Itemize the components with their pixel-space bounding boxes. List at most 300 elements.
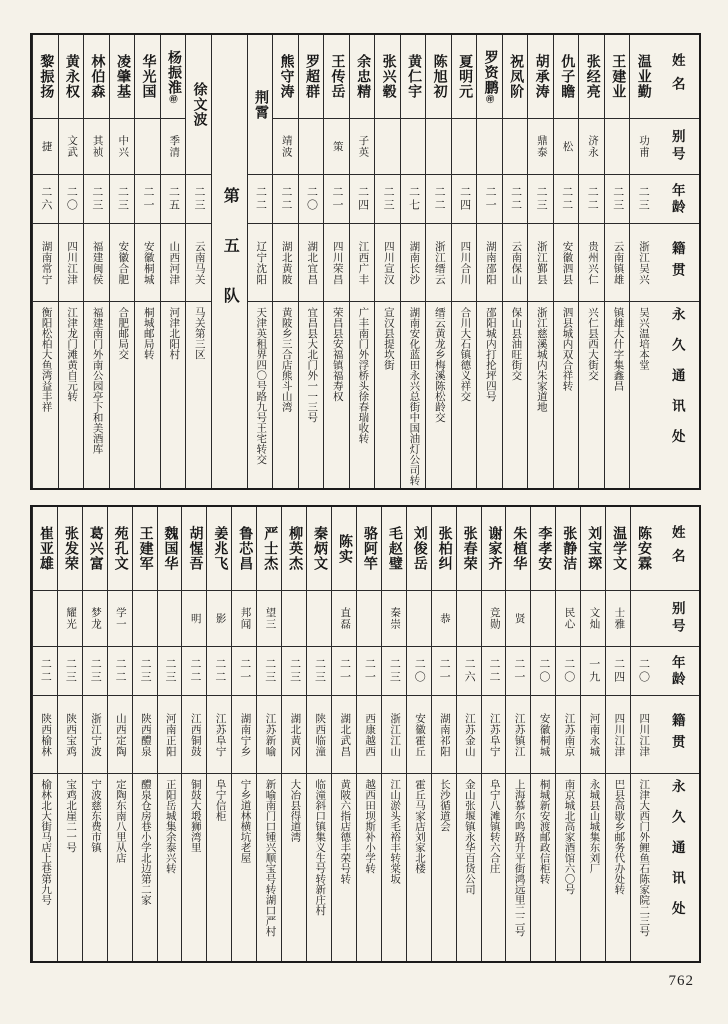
member-native-place	[556, 696, 580, 774]
member-alias	[407, 591, 431, 647]
member-age	[324, 175, 349, 224]
member-alias	[257, 591, 281, 647]
member-age	[503, 175, 528, 224]
member-native-place-text: 安徽合肥	[117, 240, 129, 285]
member-native-place	[477, 224, 502, 302]
member-age	[158, 647, 182, 696]
member-age-text: 二一	[363, 658, 376, 684]
member-age-text: 二二	[280, 186, 293, 212]
member-native-place-text: 福建闽侯	[91, 240, 103, 285]
member-age-text: 二一	[512, 658, 525, 684]
member-alias	[531, 591, 555, 647]
member-column	[476, 35, 502, 488]
member-address-text: 正阳岳城集余泰兴转	[164, 779, 176, 874]
member-native-place	[299, 224, 324, 302]
member-age-text: 二一	[331, 186, 344, 212]
member-native-place-text: 江西铜鼓	[189, 712, 201, 757]
member-name-text: 罗资鹏㊞	[482, 50, 498, 103]
member-name-text: 林伯森	[89, 54, 105, 99]
member-name-text: 杨振淮㊞	[165, 50, 181, 103]
member-native-place	[161, 224, 186, 302]
member-native-place-text: 四川江津	[613, 712, 625, 757]
member-age-text: 二二	[509, 186, 522, 212]
member-native-place-text: 湖南宁乡	[239, 712, 251, 757]
member-alias	[133, 591, 157, 647]
member-age-text: 二二	[114, 658, 127, 684]
member-alias	[182, 591, 206, 647]
member-address-text: 桐城新安渡邮政信柜转	[538, 779, 550, 884]
member-alias	[631, 591, 655, 647]
member-address-text: 衡阳松柏大鱼湾益丰祥	[40, 307, 52, 412]
member-address-text: 泗县城内双合祥转	[561, 307, 573, 391]
member-native-place	[186, 224, 211, 302]
member-address-text: 邵阳城内打抡坪四号	[484, 307, 496, 402]
member-address-text: 宣汉县提坎街	[382, 307, 394, 370]
member-address-text: 缙云黄龙乡梅溪陈松龄交	[433, 307, 445, 423]
member-age-text: 二四	[612, 658, 625, 684]
member-alias-text: 耀光	[65, 607, 77, 630]
member-age	[307, 647, 331, 696]
member-name-text: 祝凤阶	[508, 54, 524, 99]
member-address-text: 江津大西门外鲤鱼石陈家院二三号	[638, 779, 650, 937]
member-column	[231, 507, 256, 961]
header-native-label: 籍贯	[669, 713, 685, 756]
member-address-text: 大冶县得道湾	[289, 779, 301, 842]
member-native-place	[375, 224, 400, 302]
member-native-place-text: 湖北黄冈	[289, 712, 301, 757]
member-name	[630, 35, 655, 119]
member-name-text: 温业勤	[635, 54, 651, 99]
member-native-place-text: 江苏南京	[563, 712, 575, 757]
member-address-text: 吴兴温培本堂	[637, 307, 649, 370]
member-age-text: 二三	[139, 658, 152, 684]
member-name	[58, 507, 82, 591]
member-age	[357, 647, 381, 696]
member-name-text: 黄永权	[63, 54, 79, 99]
member-age	[482, 647, 506, 696]
member-age-text: 二三	[192, 186, 205, 212]
member-name	[382, 507, 406, 591]
member-address	[186, 302, 211, 488]
member-name	[33, 35, 58, 119]
member-age-text: 二五	[167, 186, 180, 212]
member-address-text: 铜鼓大塅狮湾里	[189, 779, 201, 853]
member-native-place-text: 陕西醴泉	[139, 712, 151, 757]
member-alias-text: 恭	[438, 612, 450, 625]
member-column	[107, 507, 132, 961]
member-alias-text: 邦闻	[239, 607, 251, 630]
member-age	[182, 647, 206, 696]
member-age	[432, 647, 456, 696]
member-native-place-text: 江西广丰	[357, 240, 369, 285]
page-number: 762	[668, 973, 694, 989]
header-alias-label: 别号	[669, 601, 685, 636]
member-address-text: 湖南安化蓝田永兴总街中国油灯公司转	[408, 307, 420, 486]
member-age	[630, 175, 655, 224]
member-address	[605, 302, 630, 488]
member-address-text: 黄陂六指店德丰荣号转	[339, 779, 351, 884]
member-alias-text: 子英	[357, 135, 369, 158]
header-address-label: 永久通讯处	[669, 307, 685, 460]
member-column	[32, 35, 58, 488]
member-alias	[457, 591, 481, 647]
member-name-text: 毛赵璧	[386, 526, 402, 571]
member-name	[83, 507, 107, 591]
member-age	[350, 175, 375, 224]
member-address-text: 马关第三区	[193, 307, 205, 360]
member-age-text: 二一	[238, 658, 251, 684]
member-alias-text: 松	[561, 140, 573, 153]
member-native-place	[350, 224, 375, 302]
member-age	[605, 175, 630, 224]
member-native-place-text: 安徽桐城	[142, 240, 154, 285]
member-name	[482, 507, 506, 591]
member-age-text: 二〇	[637, 658, 650, 684]
team-separator-label: 第五队	[221, 186, 239, 337]
team-separator-column	[211, 35, 247, 488]
member-age	[556, 647, 580, 696]
member-address	[506, 774, 530, 961]
member-name-text: 罗超群	[304, 54, 320, 99]
member-native-place-text: 四川江津	[66, 240, 78, 285]
member-alias	[324, 119, 349, 175]
member-native-place	[332, 696, 356, 774]
member-native-place	[232, 696, 256, 774]
member-name	[257, 507, 281, 591]
member-native-place-text: 河南永城	[588, 712, 600, 757]
member-alias	[426, 119, 451, 175]
member-native-place	[257, 696, 281, 774]
member-name-text: 刘宝琛	[586, 526, 602, 571]
member-age-text: 二三	[535, 186, 548, 212]
member-name	[33, 507, 57, 591]
member-name	[579, 35, 604, 119]
member-alias	[83, 591, 107, 647]
member-name-text: 胡承涛	[533, 54, 549, 99]
member-age	[282, 647, 306, 696]
member-column	[605, 507, 630, 961]
member-address	[357, 774, 381, 961]
member-age	[299, 175, 324, 224]
member-name-text: 张静洁	[561, 526, 577, 571]
member-address-text: 南京城北高家酒馆六〇号	[563, 779, 575, 895]
member-age-text: 二三	[382, 186, 395, 212]
member-column	[323, 35, 349, 488]
member-column	[298, 35, 324, 488]
member-address	[332, 774, 356, 961]
member-name-text: 严士杰	[262, 526, 278, 571]
member-column	[425, 35, 451, 488]
member-column	[374, 35, 400, 488]
header-age-label: 年龄	[669, 654, 685, 688]
member-age	[108, 647, 132, 696]
member-name	[299, 35, 324, 119]
member-age	[457, 647, 481, 696]
member-alias-text: 秦崇	[389, 607, 401, 630]
member-column	[58, 35, 84, 488]
member-address-text: 长沙循道会	[438, 779, 450, 832]
member-address	[401, 302, 426, 488]
member-native-place-text: 云南马关	[193, 240, 205, 285]
member-alias	[375, 119, 400, 175]
member-age-text: 二二	[39, 658, 52, 684]
member-column	[272, 35, 298, 488]
member-alias-text: 济永	[586, 135, 598, 158]
member-name-text: 柳英杰	[287, 526, 303, 571]
member-alias	[382, 591, 406, 647]
member-native-place-text: 浙江宁波	[90, 712, 101, 757]
member-alias	[273, 119, 298, 175]
member-address-text: 保山县油旺街交	[510, 307, 522, 381]
member-address-text: 兴仁县西大街交	[586, 307, 598, 381]
roster-table-bottom	[30, 505, 701, 963]
member-alias	[606, 591, 630, 647]
member-address-text: 浙江慈溪城内朱家道地	[535, 307, 547, 412]
member-address	[382, 774, 406, 961]
member-age-text: 二二	[560, 186, 573, 212]
member-address	[554, 302, 579, 488]
member-column	[306, 507, 331, 961]
header-address	[655, 774, 699, 961]
member-address	[207, 774, 231, 961]
member-native-place	[83, 696, 107, 774]
member-native-place-text: 西康越西	[364, 712, 376, 757]
member-name	[108, 507, 132, 591]
member-column	[281, 507, 306, 961]
member-age	[257, 647, 281, 696]
member-name	[375, 35, 400, 119]
member-native-place-text: 山西河津	[168, 240, 180, 285]
member-native-place	[605, 224, 630, 302]
header-native	[655, 224, 699, 302]
member-name	[531, 507, 555, 591]
member-name	[332, 507, 356, 591]
member-age	[59, 175, 84, 224]
member-native-place-text: 湖南常宁	[40, 240, 52, 285]
member-native-place	[554, 224, 579, 302]
member-address-text: 阜宁八滩镇转六合庄	[488, 779, 500, 874]
member-name-text: 徐文波	[191, 82, 207, 127]
member-name-text: 鲁芯昌	[237, 526, 253, 571]
member-alias	[554, 119, 579, 175]
member-alias	[282, 591, 306, 647]
member-name	[232, 507, 256, 591]
member-age	[579, 175, 604, 224]
member-column	[578, 35, 604, 488]
header-column	[655, 35, 699, 488]
member-name-text: 苑孔文	[112, 526, 128, 571]
member-native-place-text: 安徽桐城	[538, 712, 550, 757]
member-age	[426, 175, 451, 224]
member-column	[527, 35, 553, 488]
member-native-place	[58, 696, 82, 774]
member-name-text: 王传岳	[329, 54, 345, 99]
member-column	[456, 507, 481, 961]
member-name	[324, 35, 349, 119]
member-age-text: 二四	[458, 186, 471, 212]
member-name-text: 魏国华	[162, 526, 178, 571]
member-address	[161, 302, 186, 488]
member-address-text: 镇雄大什字集鑫昌	[612, 307, 624, 391]
member-native-place-text: 河南正阳	[164, 712, 176, 757]
member-age-text: 二二	[213, 658, 226, 684]
member-address	[110, 302, 135, 488]
member-native-place	[108, 696, 132, 774]
member-name	[273, 35, 298, 119]
member-age-text: 二三	[288, 658, 301, 684]
header-age	[655, 175, 699, 224]
member-address-text: 宜昌县大北门外一一三号	[306, 307, 318, 423]
member-native-place	[282, 696, 306, 774]
member-age	[135, 175, 160, 224]
member-name-text: 张兴毂	[380, 54, 396, 99]
member-alias	[503, 119, 528, 175]
member-name	[503, 35, 528, 119]
member-name	[401, 35, 426, 119]
member-address-text: 荣昌县安福镇福寿权	[331, 307, 343, 402]
member-address	[83, 774, 107, 961]
member-alias	[605, 119, 630, 175]
member-column	[83, 35, 109, 488]
member-name-text: 崔亚雄	[37, 526, 53, 571]
member-age-text: 二二	[433, 186, 446, 212]
member-native-place-text: 湖南长沙	[408, 240, 420, 285]
member-age-text: 二四	[356, 186, 369, 212]
member-address-text: 定陶东南八里从店	[114, 779, 126, 863]
member-native-place-text: 陕西宝鸡	[65, 712, 77, 757]
member-address	[59, 302, 84, 488]
member-alias	[332, 591, 356, 647]
member-name-text: 姜兆飞	[212, 526, 228, 571]
member-age	[528, 175, 553, 224]
member-age-text: 二三	[637, 186, 650, 212]
member-name-text: 张春荣	[461, 526, 477, 571]
member-name-text: 张发荣	[62, 526, 78, 571]
member-name-text: 黄仁宇	[406, 54, 422, 99]
member-age-text: 二〇	[305, 186, 318, 212]
member-address	[282, 774, 306, 961]
member-age-text: 二三	[90, 186, 103, 212]
member-alias	[158, 591, 182, 647]
member-age	[33, 647, 57, 696]
roster-table-top	[30, 33, 701, 490]
member-native-place	[357, 696, 381, 774]
member-column	[604, 35, 630, 488]
member-alias	[350, 119, 375, 175]
member-address-text: 上海慕尔鸣路升平街鸿远里二二号	[513, 779, 525, 937]
member-name-text: 谢家齐	[486, 526, 502, 571]
member-address-text: 榆林北大街马店上巷第九号	[40, 779, 52, 905]
member-age	[248, 175, 273, 224]
member-column	[132, 507, 157, 961]
member-alias-text: 民心	[563, 607, 575, 630]
member-age	[33, 175, 58, 224]
member-alias	[161, 119, 186, 175]
member-native-place-text: 贵州兴仁	[586, 240, 598, 285]
member-age	[232, 647, 256, 696]
member-address	[407, 774, 431, 961]
member-name-text: 王建业	[610, 54, 626, 99]
member-native-place	[506, 696, 530, 774]
member-age	[382, 647, 406, 696]
member-native-place-text: 四川宣汉	[382, 240, 394, 285]
member-age-text: 二〇	[537, 658, 550, 684]
member-alias-text: 靖波	[280, 135, 292, 158]
member-alias	[432, 591, 456, 647]
member-age-text: 二三	[89, 658, 102, 684]
member-age	[375, 175, 400, 224]
member-native-place-text: 湖南祁阳	[438, 712, 450, 757]
member-name-text: 刘俊岳	[411, 526, 427, 571]
member-age-text: 二六	[39, 186, 52, 212]
member-column	[160, 35, 186, 488]
member-name	[606, 507, 630, 591]
member-alias	[477, 119, 502, 175]
member-native-place	[528, 224, 553, 302]
member-native-place	[135, 224, 160, 302]
header-alias-label: 别号	[669, 129, 685, 164]
member-name-text: 秦炳文	[312, 526, 328, 571]
member-column	[331, 507, 356, 961]
member-native-place	[33, 224, 58, 302]
member-column	[256, 507, 281, 961]
member-address-text: 永城县山城集东刘厂	[588, 779, 600, 874]
member-alias-text: 文武	[66, 135, 78, 158]
member-native-place-text: 云南保山	[510, 240, 522, 285]
member-age	[554, 175, 579, 224]
member-address	[426, 302, 451, 488]
member-name	[307, 507, 331, 591]
member-age-text: 二二	[254, 186, 267, 212]
member-address	[108, 774, 132, 961]
member-alias	[579, 119, 604, 175]
member-alias	[357, 591, 381, 647]
member-address	[579, 302, 604, 488]
member-column	[157, 507, 182, 961]
member-age	[401, 175, 426, 224]
member-native-place	[273, 224, 298, 302]
member-age-text: 二三	[64, 658, 77, 684]
member-age	[273, 175, 298, 224]
member-native-place	[401, 224, 426, 302]
member-age	[407, 647, 431, 696]
member-address-text: 醴泉仓房巷小学北边第二家	[139, 779, 151, 905]
member-alias	[528, 119, 553, 175]
member-address	[432, 774, 456, 961]
member-name-text: 葛兴富	[87, 526, 103, 571]
member-native-place-text: 安徽泗县	[561, 240, 573, 285]
seal-mark: ㊞	[485, 95, 495, 103]
member-name	[59, 35, 84, 119]
member-native-place-text: 四川荣昌	[331, 240, 343, 285]
member-age-text: 二三	[164, 658, 177, 684]
member-native-place	[630, 224, 655, 302]
member-address-text: 合肥邮局交	[117, 307, 129, 360]
member-address	[457, 774, 481, 961]
member-name	[528, 35, 553, 119]
member-column	[553, 35, 579, 488]
member-address	[477, 302, 502, 488]
member-name	[432, 507, 456, 591]
member-native-place-text: 浙江吴兴	[637, 240, 649, 285]
member-alias-text: 竞勋	[488, 607, 500, 630]
member-age-text: 二一	[338, 658, 351, 684]
member-native-place-text: 安徽霍丘	[413, 712, 425, 757]
member-address	[452, 302, 477, 488]
member-alias-text: 贤	[513, 612, 525, 625]
member-alias	[33, 119, 58, 175]
member-native-place-text: 江苏新喻	[264, 712, 276, 757]
